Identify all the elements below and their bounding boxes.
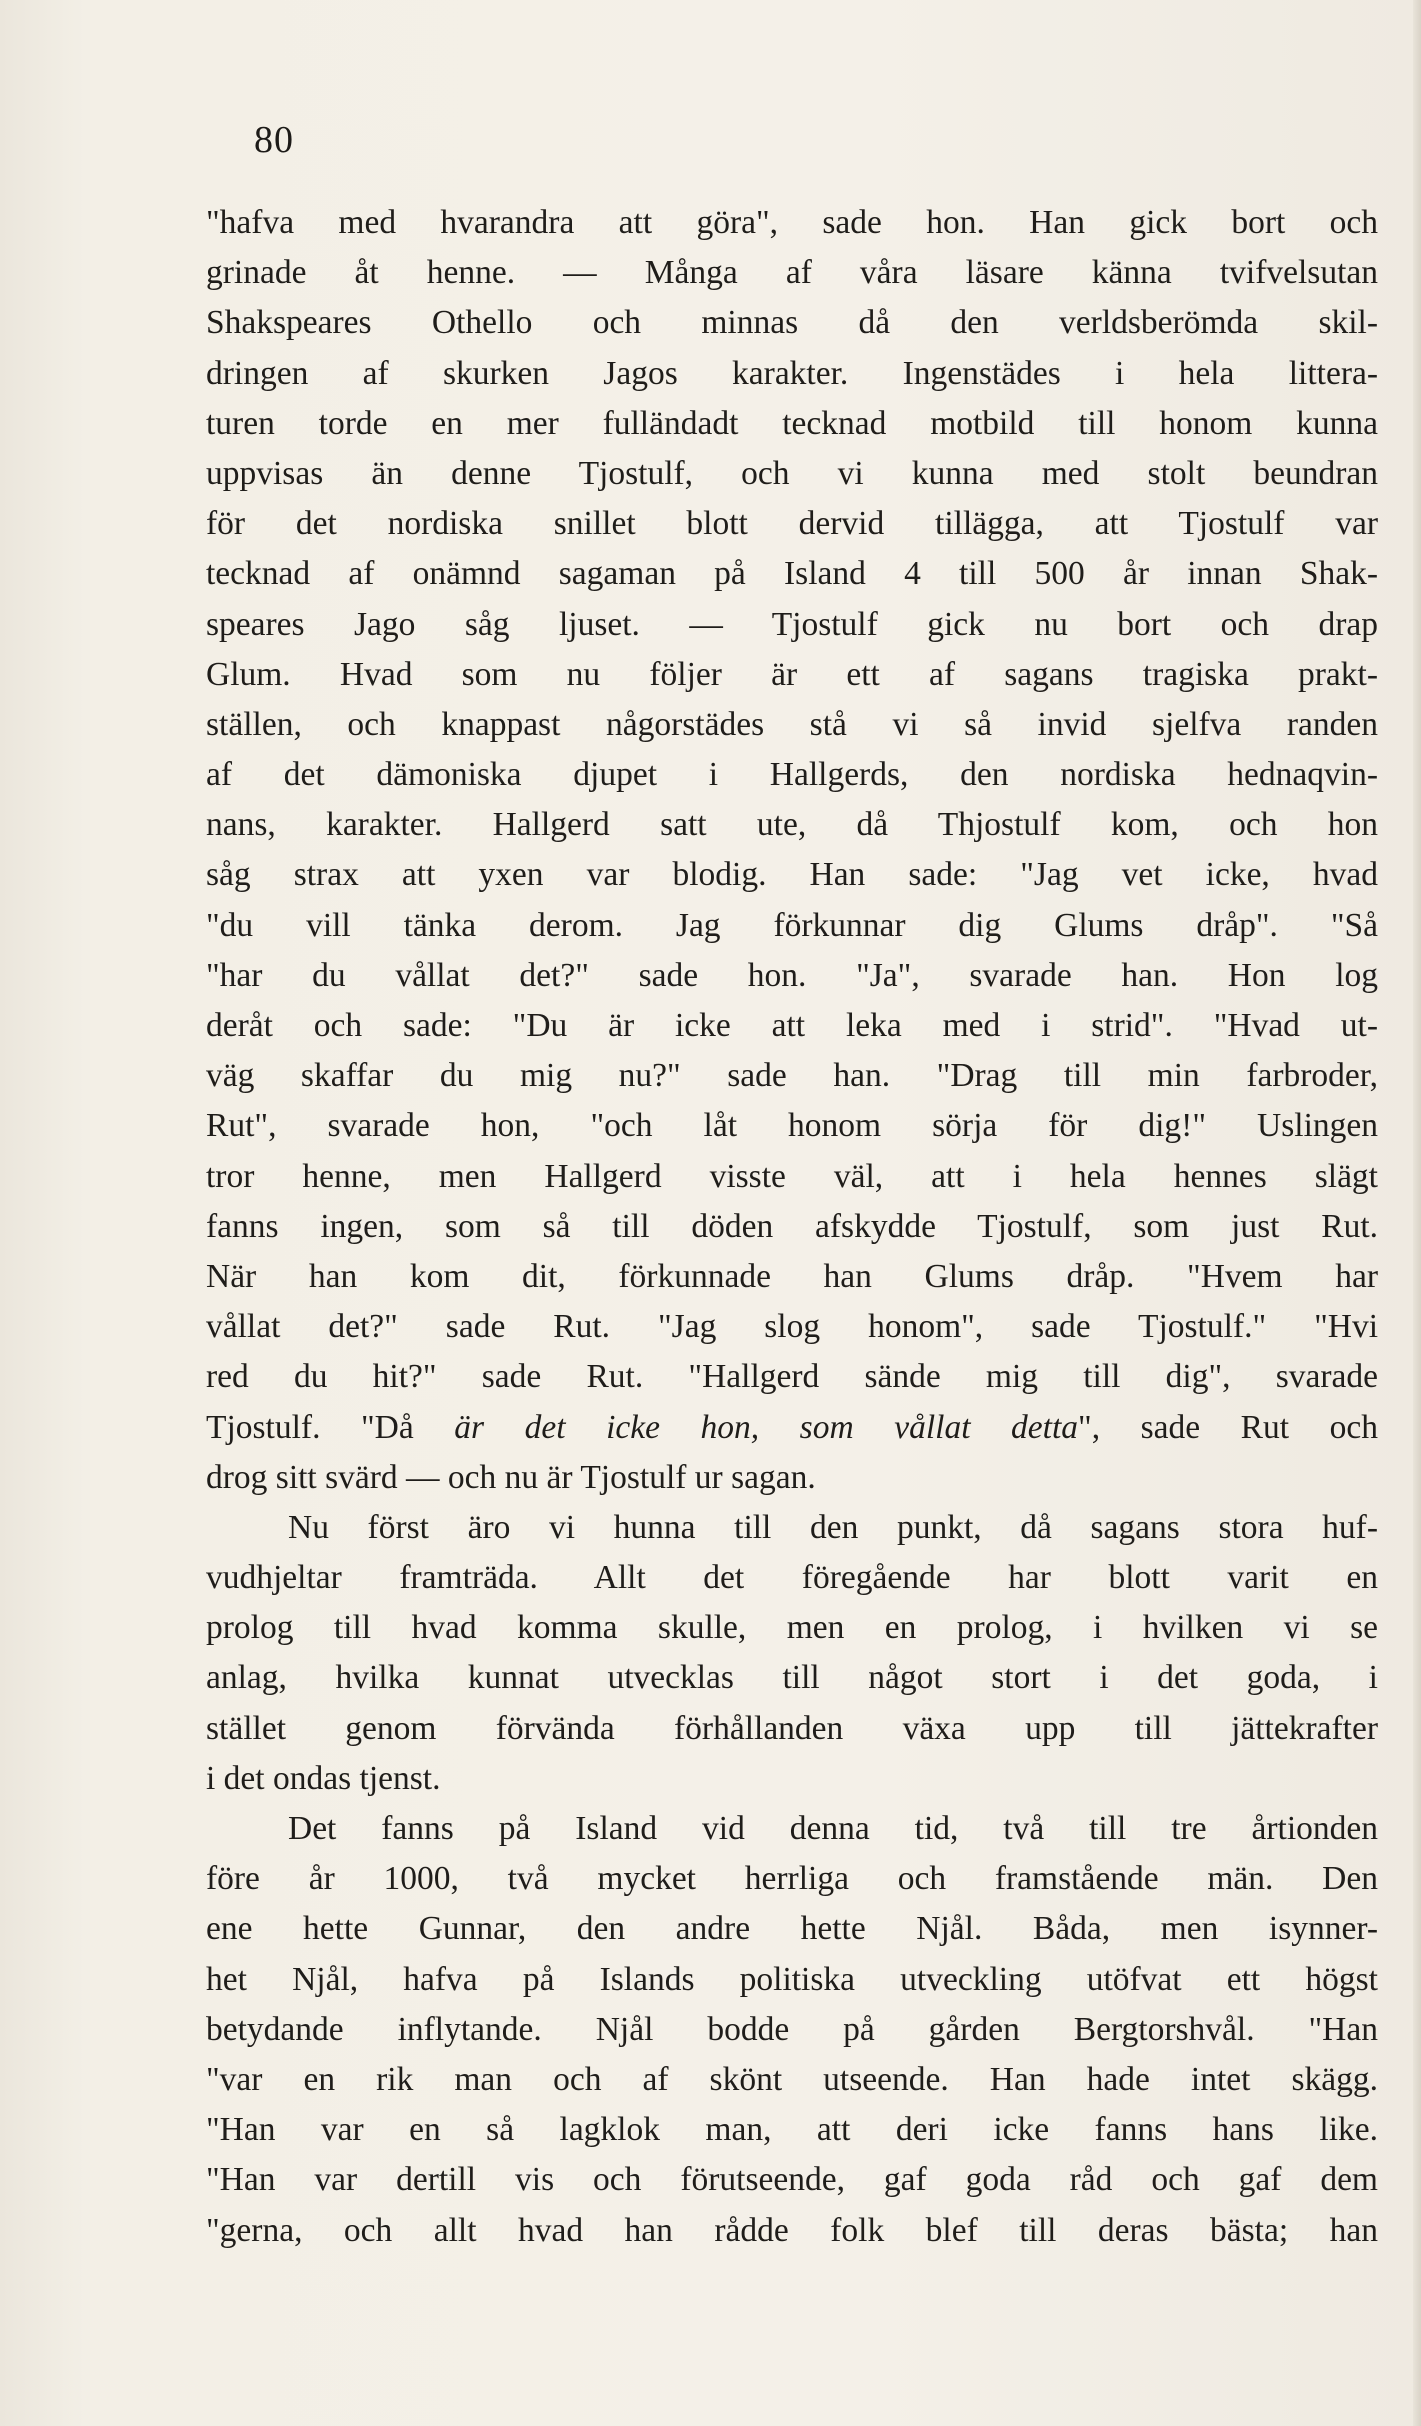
- text-line: ställen, och knappast någorstädes stå vi så invid sjelfva randen: [206, 705, 1378, 743]
- text-line: "gerna, och allt hvad han rådde folk blef till deras bästa; han: [206, 2211, 1378, 2249]
- text-line: "har du vållat det?" sade hon. "Ja", svarade han. Hon log: [206, 956, 1378, 994]
- text-line: tror henne, men Hallgerd visste väl, att i hela hennes slägt: [206, 1157, 1378, 1195]
- text-line: "var en rik man och af skönt utseende. Han hade intet skägg.: [206, 2060, 1378, 2098]
- text-line: vudhjeltar framträda. Allt det föregående har blott varit en: [206, 1559, 1378, 1597]
- text-line: vållat det?" sade Rut. "Jag slog honom", sade Tjostulf." "Hvi: [206, 1308, 1378, 1346]
- text-line: af det dämoniska djupet i Hallgerds, den nordiska hednaqvin-: [206, 756, 1378, 794]
- page-number: 80: [254, 119, 294, 161]
- text-line: tecknad af onämnd sagaman på Island 4 till 500 år innan Shak-: [206, 555, 1378, 593]
- text-line: såg strax att yxen var blodig. Han sade: "Jag vet icke, hvad: [206, 856, 1378, 894]
- text-line: Tjostulf. "Då är det icke hon, som vållat detta", sade Rut och: [206, 1408, 1378, 1446]
- text-line: stället genom förvända förhållanden växa upp till jättekrafter: [206, 1709, 1378, 1747]
- text-line: Shakspeares Othello och minnas då den verldsberömda skil-: [206, 304, 1378, 342]
- text-line: drog sitt svärd — och nu är Tjostulf ur sagan.: [206, 1458, 816, 1496]
- text-line: het Njål, hafva på Islands politiska utveckling utöfvat ett högst: [206, 1960, 1378, 1998]
- body-text: [206, 198, 1378, 2256]
- text-line: "Han var en så lagklok man, att deri icke fanns hans like.: [206, 2111, 1378, 2149]
- text-line: uppvisas än denne Tjostulf, och vi kunna med stolt beundran: [206, 454, 1378, 492]
- text-line: Nu först äro vi hunna till den punkt, då sagans stora huf-: [288, 1508, 1378, 1546]
- text-line: före år 1000, två mycket herrliga och framstående män. Den: [206, 1860, 1378, 1898]
- text-line: "Han var dertill vis och förutseende, gaf goda råd och gaf dem: [206, 2161, 1378, 2199]
- text-line: för det nordiska snillet blott dervid tillägga, att Tjostulf var: [206, 505, 1378, 543]
- text-line: deråt och sade: "Du är icke att leka med i strid". "Hvad ut-: [206, 1007, 1378, 1044]
- text-line: "du vill tänka derom. Jag förkunnar dig Glums dråp". "Så: [206, 906, 1378, 944]
- text-line: Rut", svarade hon, "och låt honom sörja för dig!" Uslingen: [206, 1107, 1378, 1145]
- text-line: Det fanns på Island vid denna tid, två till tre årtionden: [288, 1810, 1378, 1847]
- text-line: Glum. Hvad som nu följer är ett af sagans tragiska prakt-: [206, 655, 1378, 693]
- text-line: "hafva med hvarandra att göra", sade hon. Han gick bort och: [206, 204, 1378, 241]
- text-line: ene hette Gunnar, den andre hette Njål. Båda, men isynner-: [206, 1910, 1378, 1948]
- text-line: prolog till hvad komma skulle, men en prolog, i hvilken vi se: [206, 1609, 1378, 1647]
- text-line: nans, karakter. Hallgerd satt ute, då Thjostulf kom, och hon: [206, 806, 1378, 844]
- text-line: red du hit?" sade Rut. "Hallgerd sände mig till dig", svarade: [206, 1358, 1378, 1396]
- text-line: speares Jago såg ljuset. — Tjostulf gick nu bort och drap: [206, 605, 1378, 643]
- text-line: i det ondas tjenst.: [206, 1759, 441, 1797]
- text-line: turen torde en mer fulländadt tecknad motbild till honom kunna: [206, 404, 1378, 442]
- text-line: väg skaffar du mig nu?" sade han. "Drag till min farbroder,: [206, 1057, 1378, 1095]
- text-line: När han kom dit, förkunnade han Glums dråp. "Hvem har: [206, 1257, 1378, 1295]
- emphasis: är det icke hon, som vållat detta: [454, 1408, 1079, 1446]
- text-line: fanns ingen, som så till döden afskydde Tjostulf, som just Rut.: [206, 1207, 1378, 1245]
- text-line: betydande inflytande. Njål bodde på gården Bergtorshvål. "Han: [206, 2010, 1378, 2048]
- text-line: dringen af skurken Jagos karakter. Ingenstädes i hela littera-: [206, 354, 1378, 392]
- text-line: grinade åt henne. — Många af våra läsare känna tvifvelsutan: [206, 254, 1378, 292]
- page-edge: [1413, 0, 1421, 2426]
- text-line: anlag, hvilka kunnat utvecklas till något stort i det goda, i: [206, 1659, 1378, 1697]
